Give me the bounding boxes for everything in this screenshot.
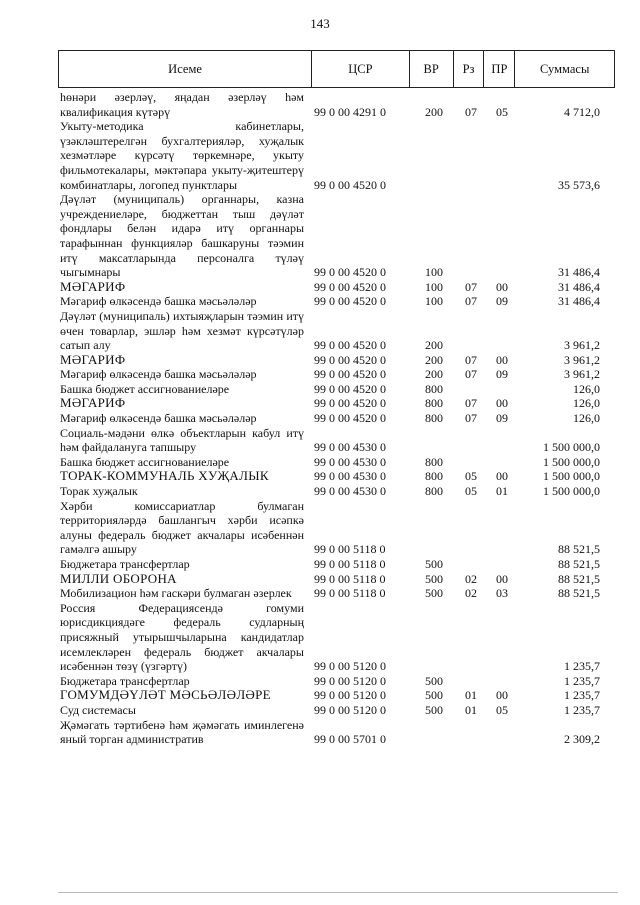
row-name: Хәрби комиссариатлар булмаган территорияләрдә башлангыч хәрби исәпкә алуны федераль бюджет акчалары исәбеннән гамәлгә ашыру	[60, 498, 304, 557]
row-name: Мәгариф өлкәсендә башка мәсьәләләр	[60, 294, 257, 309]
row-csr: 99 0 00 4530 0	[314, 484, 386, 499]
row-vr: 200	[425, 338, 443, 353]
table-row	[60, 280, 600, 295]
row-csr: 99 0 00 5118 0	[314, 542, 386, 557]
header-name: Исеме	[59, 51, 312, 87]
row-sum: 1 235,7	[564, 659, 600, 674]
header-sum: Суммасы	[540, 61, 590, 76]
row-csr: 99 0 00 4291 0	[314, 104, 386, 119]
row-csr: 99 0 00 5120 0	[314, 702, 386, 717]
row-pr: 00	[496, 352, 508, 367]
row-csr: 99 0 00 4520 0	[314, 338, 386, 353]
table-row	[60, 557, 600, 572]
row-name: Торак хуҗалык	[60, 484, 138, 499]
row-csr: 99 0 00 4520 0	[314, 411, 386, 426]
row-csr: 99 0 00 5118 0	[314, 586, 386, 601]
row-pr: 00	[496, 571, 508, 586]
row-vr: 500	[425, 688, 443, 703]
table-row	[60, 396, 600, 411]
row-sum: 3 961,2	[564, 338, 600, 353]
row-rz: 07	[465, 367, 477, 382]
row-vr: 500	[425, 702, 443, 717]
row-csr: 99 0 00 5701 0	[314, 732, 386, 747]
row-rz: 05	[465, 484, 477, 499]
row-sum: 1 235,7	[564, 673, 600, 688]
row-sum: 4 712,0	[564, 104, 600, 119]
row-vr: 200	[425, 352, 443, 367]
row-vr: 800	[425, 454, 443, 469]
row-name: Җәмәгать тәртибенә һәм җәмәгать иминлегенә яный торган административ	[60, 717, 304, 747]
table-row	[60, 309, 600, 353]
row-sum: 1 235,7	[564, 688, 600, 703]
table-row	[60, 192, 600, 280]
row-name: Социаль-мәдәни өлкә объектларын кабул итү һәм файдалануга тапшыру	[60, 425, 304, 455]
row-name: Дәүләт (муниципаль) органнары, казна учреждениеләре, бюджеттан тыш дәүләт фондлары белән идарә итү органнары тарафыннан функцияләр башкаруны тәэмин итү максатларында персоналга түләү чыгымнары	[60, 192, 304, 280]
row-name: Башка бюджет ассигнованиеләре	[60, 381, 230, 396]
row-vr: 200	[425, 104, 443, 119]
row-csr: 99 0 00 5120 0	[314, 673, 386, 688]
row-pr: 00	[496, 396, 508, 411]
table-row	[60, 484, 600, 499]
row-name: Башка бюджет ассигнованиеләре	[60, 454, 230, 469]
row-name: Суд системасы	[60, 702, 136, 717]
row-rz: 05	[465, 469, 477, 484]
row-sum: 35 573,6	[558, 177, 600, 192]
table-row	[60, 90, 600, 119]
row-csr: 99 0 00 4520 0	[314, 381, 386, 396]
row-vr: 500	[425, 557, 443, 571]
row-sum: 3 961,2	[564, 352, 600, 367]
row-name: Россия Федерациясендә гомуми юрисдикциядәге федераль судларның присяжный утырышчыларына кандидатлар исемлекләрен федераль бюджет акчалары исәбеннән төзү (үзгәртү)	[60, 600, 304, 674]
header-rz: Рз	[454, 51, 485, 87]
row-sum: 88 521,5	[558, 571, 600, 586]
row-vr: 800	[425, 411, 443, 426]
row-rz: 07	[465, 279, 477, 294]
row-sum: 88 521,5	[558, 586, 600, 601]
row-rz: 07	[465, 352, 477, 367]
row-sum: 31 486,4	[558, 279, 600, 294]
row-sum: 126,0	[573, 411, 600, 426]
table-header	[58, 50, 615, 88]
row-pr: 09	[496, 367, 508, 382]
row-name: Дәүләт (муниципаль) ихтыяҗларын тәэмин итү өчен товарлар, эшләр һәм хезмәт күрсәтүләр сатып алу	[60, 308, 304, 353]
table-row	[60, 353, 600, 368]
row-vr: 800	[425, 469, 443, 484]
table-row	[60, 382, 600, 397]
row-sum: 126,0	[573, 396, 600, 411]
row-pr: 09	[496, 294, 508, 309]
row-sum: 31 486,4	[558, 294, 600, 309]
row-csr: 99 0 00 5120 0	[314, 688, 386, 703]
table-row	[60, 586, 600, 601]
row-rz: 02	[465, 571, 477, 586]
row-pr: 05	[496, 702, 508, 717]
row-csr: 99 0 00 4530 0	[314, 454, 386, 469]
row-name: Бюджетара трансфертлар	[60, 673, 190, 688]
header-vr: ВР	[410, 51, 454, 87]
table-row	[60, 688, 600, 703]
row-name: Укыту-методика кабинетлары, үзәкләштерелгән бухгалтерияләр, хуҗалык хезмәтләре күрсәтү төркемнәре, укыту фильмотекалары, мәктәпара укыту-җитештерү комбинатлары, логопед пунктлары	[60, 119, 304, 192]
row-rz: 07	[465, 294, 477, 309]
row-csr: 99 0 00 4520 0	[314, 265, 386, 280]
table-row	[60, 294, 600, 309]
row-vr: 500	[425, 673, 443, 688]
row-pr: 00	[496, 469, 508, 484]
row-csr: 99 0 00 4520 0	[314, 177, 386, 192]
page-bottom-rule	[58, 892, 618, 893]
row-vr: 500	[425, 586, 443, 601]
row-vr: 200	[425, 367, 443, 382]
table-row	[60, 572, 600, 587]
page-number: 143	[310, 16, 330, 31]
row-name: Мәгариф өлкәсендә башка мәсьәләләр	[60, 367, 257, 382]
row-name: МИЛЛИ ОБОРОНА	[60, 570, 177, 586]
row-csr: 99 0 00 4520 0	[314, 367, 386, 382]
row-sum: 1 500 000,0	[543, 469, 600, 484]
row-pr: 00	[496, 279, 508, 294]
header-csr: ЦСР	[312, 51, 410, 87]
table-row	[60, 455, 600, 470]
row-vr: 800	[425, 396, 443, 411]
row-csr: 99 0 00 4520 0	[314, 294, 386, 309]
table-row	[60, 703, 600, 718]
row-pr: 03	[496, 586, 508, 601]
row-pr: 01	[496, 484, 508, 499]
row-sum: 1 500 000,0	[543, 454, 600, 469]
row-vr: 100	[425, 279, 443, 294]
row-name: һөнәри әзерләү, яңадан әзерләү һәм квалификация күтәрү	[60, 90, 304, 119]
row-sum: 31 486,4	[558, 265, 600, 280]
row-name: МӘГАРИФ	[60, 351, 126, 367]
table-row	[60, 367, 600, 382]
row-vr: 800	[425, 381, 443, 396]
row-vr: 100	[425, 294, 443, 309]
row-csr: 99 0 00 4530 0	[314, 440, 386, 455]
row-csr: 99 0 00 4520 0	[314, 396, 386, 411]
row-vr: 500	[425, 571, 443, 586]
row-vr: 800	[425, 484, 443, 499]
row-sum: 88 521,5	[558, 542, 600, 557]
row-rz: 01	[465, 702, 477, 717]
row-name: Мәгариф өлкәсендә башка мәсьәләләр	[60, 411, 257, 426]
header-pr: ПР	[484, 51, 515, 87]
row-name: МӘГАРИФ	[60, 395, 126, 411]
row-csr: 99 0 00 4530 0	[314, 469, 386, 484]
row-csr: 99 0 00 5118 0	[314, 557, 386, 571]
table-body	[60, 90, 600, 747]
table-row	[60, 601, 600, 674]
row-vr: 100	[425, 265, 443, 280]
row-csr: 99 0 00 4520 0	[314, 352, 386, 367]
table-row	[60, 499, 600, 557]
row-sum: 126,0	[573, 381, 600, 396]
table-row	[60, 426, 600, 455]
row-sum: 3 961,2	[564, 367, 600, 382]
row-rz: 07	[465, 396, 477, 411]
row-sum: 1 235,7	[564, 702, 600, 717]
row-rz: 07	[465, 411, 477, 426]
row-sum: 88 521,5	[558, 557, 600, 571]
row-name: Бюджетара трансфертлар	[60, 557, 190, 571]
row-sum: 1 500 000,0	[543, 440, 600, 455]
row-name: МӘГАРИФ	[60, 278, 126, 294]
row-rz: 07	[465, 104, 477, 119]
row-name: ГОМУМДӘҮЛӘТ МӘСЬӘЛӘЛӘРЕ	[60, 687, 271, 703]
row-pr: 00	[496, 688, 508, 703]
row-rz: 02	[465, 586, 477, 601]
table-row	[60, 119, 600, 192]
table-row	[60, 718, 600, 747]
row-sum: 1 500 000,0	[543, 484, 600, 499]
table-row	[60, 674, 600, 689]
row-rz: 01	[465, 688, 477, 703]
row-pr: 05	[496, 104, 508, 119]
row-sum: 2 309,2	[564, 732, 600, 747]
row-csr: 99 0 00 5120 0	[314, 659, 386, 674]
row-pr: 09	[496, 411, 508, 426]
row-csr: 99 0 00 5118 0	[314, 571, 386, 586]
row-csr: 99 0 00 4520 0	[314, 279, 386, 294]
row-name: Мобилизацион һәм гаскәри булмаган әзерлек	[60, 586, 292, 601]
table-row	[60, 469, 600, 484]
row-name: ТОРАК-КОММУНАЛЬ ХУҖАЛЫК	[60, 468, 269, 484]
table-row	[60, 411, 600, 426]
